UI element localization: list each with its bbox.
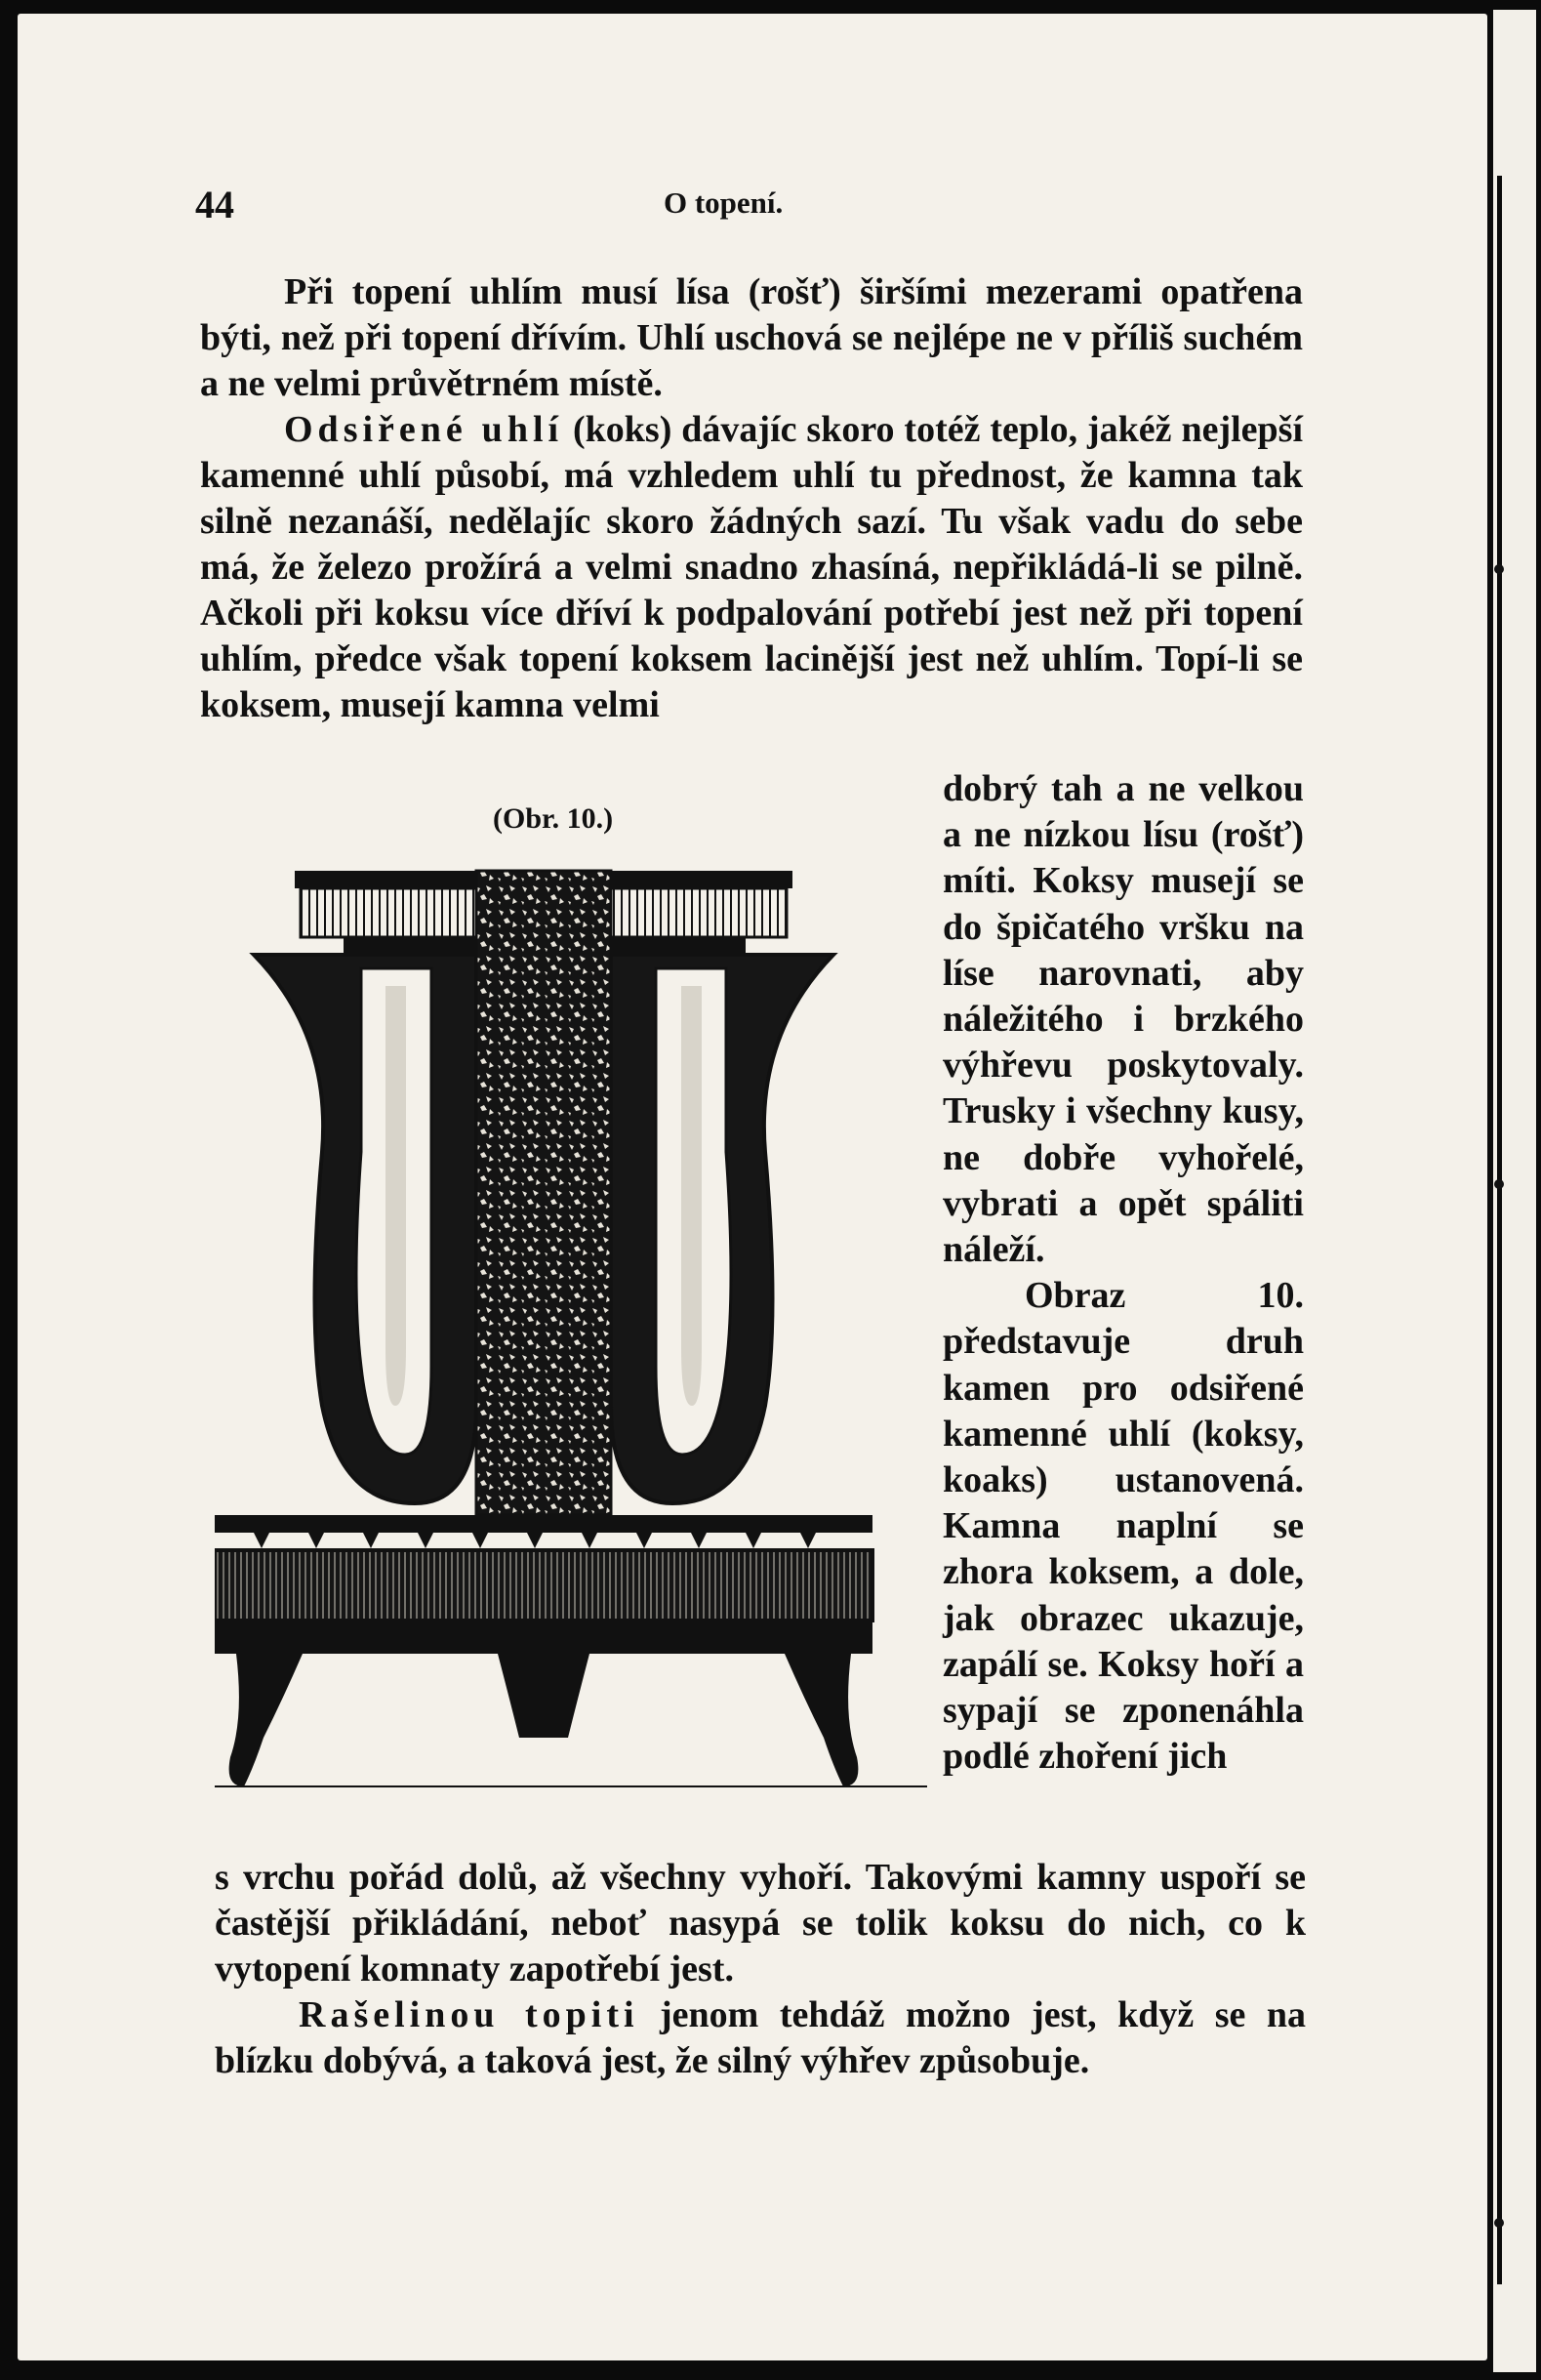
stove-middle-foot [498, 1654, 589, 1738]
figure-caption: (Obr. 10.) [493, 802, 614, 835]
page-edge-rule [1497, 176, 1502, 2284]
bottom-text-block [215, 1855, 1306, 2084]
page-edge-mark [1494, 2218, 1504, 2228]
paragraph: Obraz 10. představuje druh kamen pro odsiřené kamenné uhlí (koksy, koaks) ustanovená. Kamna naplní se zhora koksem, a dole, jak obrazec ukazuje, zapálí se. Koksy hoří a sypají se zponenáhla podlé zhoření jich [943, 1275, 1304, 1778]
page-edge-mark [1494, 1179, 1504, 1189]
emphasis-term: Rašelinou topiti [299, 1994, 639, 2035]
stove-illustration [215, 859, 937, 1796]
stove-left-foot [229, 1654, 303, 1786]
paragraph: dobrý tah a ne velkou a ne nízkou lísu (rošť) míti. Koksy musejí se do špičatého vršku na líse narovnati, aby náležitého i brzkého výhřevu poskytovaly. Trusky i všechny kusy, ne dobře vyhořelé, vybrati a opět spáliti náleží. [943, 768, 1304, 1271]
emphasis-term: Odsiřené uhlí [284, 409, 564, 450]
paragraph [200, 407, 1303, 728]
page-edge-mark [1494, 564, 1504, 574]
stove-right-tube-shine [681, 986, 702, 1406]
paragraph-text: (koks) dávajíc skoro totéž teplo, jakéž nejlepší kamenné uhlí působí, má vzhledem uhlí tu přednost, že kamna tak silně nezanáší, nedělajíc skoro žádných sazí. Tu však vadu do sebe má, že železo prožírá a velmi snadno zhasíná, nepřikládá-li se pilně. Ačkoli při koksu více dříví k podpalování potřebí jest než při topení uhlím, předce však topení koksem lacinější jest než uhlím. Topí-li se koksem, musejí kamna velmi [200, 409, 1303, 725]
running-head: O topení. [664, 185, 784, 220]
paragraph: s vrchu pořád dolů, až všechny vyhoří. Takovými kamny uspoří se častější přikládání, neboť nasypá se tolik koksu do nich, co k vytopení komnaty zapotřebí jest. [215, 1857, 1306, 1990]
page-header [0, 182, 1470, 240]
stove-left-tube-shine [385, 986, 406, 1406]
next-page-edge [1493, 10, 1536, 2372]
stove-right-foot [785, 1654, 858, 1786]
stove-vent-teeth [254, 1533, 816, 1548]
paragraph [215, 1992, 1306, 2084]
page-number: 44 [195, 183, 234, 226]
stove-ash-box [215, 1550, 872, 1621]
paragraph-text: jenom tehdáž možno jest, když se na blízku dobývá, a taková jest, že silný výhřev způsobuje. [215, 1994, 1306, 2081]
paragraph: Při topení uhlím musí lísa (rošť) širšími mezerami opatřena býti, než při topení dřívím. Uhlí uschová se nejlépe ne v příliš suchém a ne velmi průvětrném místě. [200, 271, 1303, 404]
side-column-text [943, 766, 1304, 1780]
stove-base-top [215, 1515, 872, 1533]
top-text-block [200, 269, 1303, 728]
stove-base-plinth [215, 1621, 872, 1654]
stove-coke-column [476, 871, 611, 1515]
